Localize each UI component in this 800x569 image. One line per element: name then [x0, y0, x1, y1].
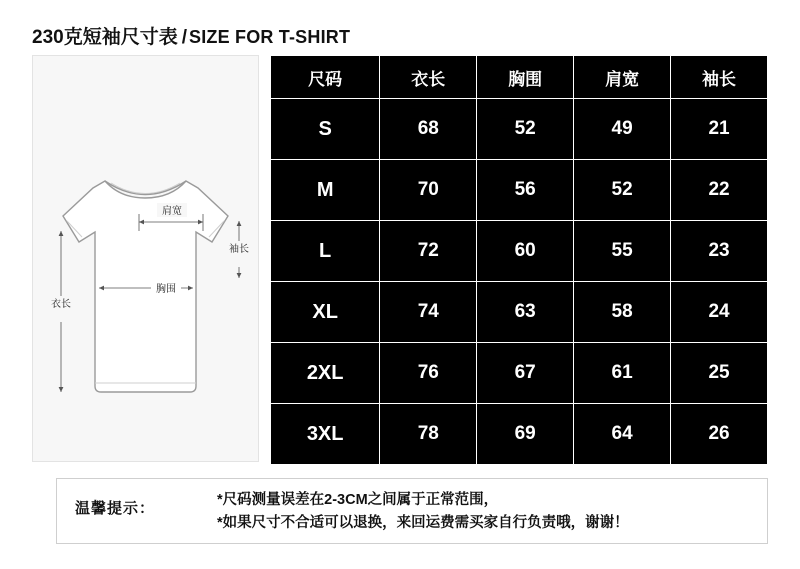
cell-value: 52	[574, 160, 671, 221]
tshirt-illustration-panel	[32, 55, 259, 462]
table-header-cell: 袖长	[671, 56, 768, 99]
label-garment-length: 衣长	[51, 299, 71, 310]
table-header-cell: 尺码	[271, 56, 380, 99]
cell-value: 72	[380, 221, 477, 282]
notes-label: 温馨提示：	[75, 500, 156, 517]
notes-lines	[217, 489, 759, 535]
cell-value: 70	[380, 160, 477, 221]
cell-value: 78	[380, 404, 477, 465]
note-line: *尺码测量误差在2-3CM之间属于正常范围，	[217, 492, 499, 508]
cell-size: L	[271, 221, 380, 282]
cell-size: XL	[271, 282, 380, 343]
cell-size: S	[271, 99, 380, 160]
cell-size: 3XL	[271, 404, 380, 465]
label-chest: 胸围	[156, 284, 176, 295]
cell-value: 64	[574, 404, 671, 465]
page-title-en: SIZE FOR T-SHIRT	[188, 27, 351, 47]
cell-value: 25	[671, 343, 768, 404]
page-title-separator: /	[181, 27, 187, 48]
cell-value: 21	[671, 99, 768, 160]
label-sleeve-length: 袖长	[229, 244, 249, 255]
table-row	[271, 99, 768, 160]
cell-value: 74	[380, 282, 477, 343]
cell-value: 60	[477, 221, 574, 282]
label-shoulder-width: 肩宽	[162, 206, 182, 217]
notes-box	[56, 478, 768, 544]
table-header-cell: 肩宽	[574, 56, 671, 99]
page-title-cn: 230克短袖尺寸表	[32, 27, 178, 48]
cell-value: 22	[671, 160, 768, 221]
cell-value: 55	[574, 221, 671, 282]
table-row	[271, 282, 768, 343]
note-line: *如果尺寸不合适可以退换，来回运费需买家自行负责哦，谢谢！	[217, 515, 629, 531]
tshirt-diagram	[33, 56, 258, 461]
cell-value: 56	[477, 160, 574, 221]
cell-value: 24	[671, 282, 768, 343]
cell-value: 58	[574, 282, 671, 343]
table-row	[271, 221, 768, 282]
cell-value: 26	[671, 404, 768, 465]
table-row	[271, 160, 768, 221]
table-header-row	[271, 56, 768, 99]
table-row	[271, 343, 768, 404]
cell-value: 52	[477, 99, 574, 160]
cell-size: 2XL	[271, 343, 380, 404]
cell-value: 23	[671, 221, 768, 282]
cell-value: 61	[574, 343, 671, 404]
cell-value: 67	[477, 343, 574, 404]
table-header-cell: 胸围	[477, 56, 574, 99]
cell-size: M	[271, 160, 380, 221]
cell-value: 49	[574, 99, 671, 160]
page-title	[32, 22, 350, 49]
cell-value: 63	[477, 282, 574, 343]
size-table	[270, 55, 768, 465]
cell-value: 76	[380, 343, 477, 404]
table-row	[271, 404, 768, 465]
cell-value: 68	[380, 99, 477, 160]
cell-value: 69	[477, 404, 574, 465]
table-header-cell: 衣长	[380, 56, 477, 99]
